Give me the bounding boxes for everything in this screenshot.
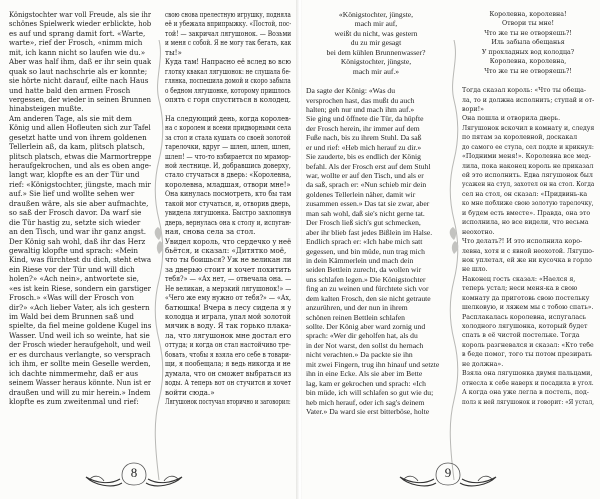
text-line: Не великан, а мерзкий лягушонок!» — [165,283,291,293]
text-line: mit zwei Fingern, trug ihn hinauf und setzte [306,359,440,369]
text-line: отнесла к себе наверх и посадила в угол. [462,379,594,387]
text-line: полз к ней лягушонок и говорит: «Я устал, [462,398,594,406]
text-line: dir?» «Ach lieber Vater, als ich gestern [9,302,150,312]
text-line: er und rief: «Heb mich herauf zu dir.» [306,142,422,152]
text-line: войти сюда.» [165,387,215,397]
german-poem [306,10,446,76]
text-line: ной лестнице. И, добравшись доверху, [165,161,291,170]
text-line: Frosch.» «Was will der Frosch von [9,293,134,303]
poem-line: bei dem kühlen Brunnenwasser? [326,47,426,57]
text-line: усажен на стул, захотел он на стол. Когда [462,181,594,189]
poem-line: Что же ты не отворяешь?! [484,67,572,75]
text-line: Tellerlein aß, da kam, plitsch platsch, [9,142,145,152]
text-line: ла, то и должна исполнить; ступай и от- [462,96,594,104]
text-line: увидела лягушонка. Быстро захлопнув [165,208,291,218]
text-line: тарелочки, вдруг — шлеп, шлеп, шлеп, [165,142,291,152]
text-line: теперь устал; неси меня-ка в свою [462,285,578,293]
text-line: шелковую, и ляжем мы с тобою спать». [462,304,594,312]
text-line: бьётся, и сказал: «Дитятко моё, [165,245,287,255]
text-line: колодца и играла, упал мой золотой [165,312,291,321]
text-line: Aber was half ihm, daß er ihr sein quak [9,57,151,67]
text-line: нок уплетал, ей же ни кусочка в горло [462,256,592,264]
text-line: mit, ich kann nicht so laufen wie du.» [9,47,146,57]
text-line: auf.» Sie lief und wollte sehen wer [9,189,135,199]
text-line: man sah wohl, daß sie's nicht gerne tat. [306,208,425,218]
text-line: «Чего же ему нужно от тебя?» — «Ах, [165,293,291,303]
right-russian-column [462,10,594,407]
text-line: da saß, sprach er: «Nun schieb mir dein [306,180,427,190]
text-line: тебя?» — «Ах нет, — отвечала она. — [165,274,291,284]
text-line: такой мог стучаться, и, отворив дверь, [165,198,291,208]
text-line: за дверью стоит и хочет похитить [165,264,291,274]
left-folio [74,459,194,491]
text-line: war, wollte er auf den Tisch, und als er [306,171,424,180]
text-line: König und allen Hofleuten sich zur Tafel [9,123,151,133]
text-line: ihn in eine Ecke. Als sie aber im Bette [306,369,423,379]
text-line: zusammen essen.» Das tat sie zwar, aber [306,199,430,209]
text-line: дверь, вернулась она к столу и, испуган- [165,217,291,227]
text-line: spielte, da fiel meine goldene Kugel ins [9,321,151,331]
text-line: er es durchaus verlangte, so versprach [9,349,151,359]
text-line: Am anderen Tage, als sie mit dem [9,113,132,123]
poem-line: Иль забыла обещанья [491,39,565,47]
text-line: ко мне поближе свою золотую тарелочку, [462,200,594,208]
text-line: es auf und sprang damit fort. «Warte, [9,28,146,38]
text-line: спать в её чистой постельке. Тогда [462,332,580,340]
text-line: Königstochter war voll Freude, als sie ihr [9,10,151,19]
text-line: Der Frosch ließ sich's gut schmecken, [306,218,421,228]
text-line: воды. А теперь вот он стучится и хочет [165,378,291,388]
text-line: halten; geh nur und mach ihm auf.» [306,104,415,114]
text-line: versprochen hast, das mußt du auch [306,95,415,105]
right-russian-text [462,86,594,407]
text-line: Kind, was fürchtest du dich, steht etwa [9,255,151,265]
text-line: gegessen, und bin müde, nun trag mich [306,246,425,256]
text-line: Наконец гость сказал: «Наелся я, [462,275,576,283]
text-line: in dein Kämmerlein und mach dein [306,255,414,265]
poem-line: Отвори ты мне! [501,20,555,28]
text-line: schönen reinen Bettlein schlafen [306,312,405,322]
text-line: die Tür hastig zu, setzte sich wieder [9,217,141,227]
text-line: anzurühren, und der nun in ihrem [306,303,408,313]
poem-line: Королевна, королевна, [489,58,567,66]
text-line: vergessen, der wieder in seinen Brunnen [9,94,151,104]
right-german-text [306,86,446,416]
text-line: её и убежала вприпрыжку. «Постой, пос- [165,19,291,29]
text-line: rief: «Königstochter, jüngste, mach mir [9,179,151,189]
text-line: sollte. Der König aber ward zornig und [306,322,426,331]
text-line: Она пошла и отворила дверь. [462,115,561,123]
text-line: der Frosch wieder heraufgeholt, und weil [9,340,151,350]
text-line: Der König sah wohl, daß ihr das Herz [9,236,146,246]
text-line: левна, хотя и с явной неохотой. Лягушо- [462,247,594,255]
poem-line: Королевна, королевна! [489,11,567,18]
text-line: ты!» [165,47,182,57]
text-line: лила, пока наконец король не приказал [462,162,594,170]
text-line: думала, что он сможет выбраться из [165,368,291,378]
text-line: seiden Bettlein zurecht, da wollen wir [306,265,422,275]
text-line: fing an zu weinen und fürchtete sich vor [306,284,429,294]
text-line: не должна». [462,360,504,368]
left-russian-column [165,10,291,406]
text-line: Fuße nach, bis zu ihrem Stuhl. Da saß [306,133,422,143]
text-line: langt war, klopfte es an der Tür und [9,170,140,180]
text-line: бовать, чтобы я взяла его себе в товари- [165,349,291,359]
text-line: Она кинулась посмотреть, кто бы там [165,189,291,199]
poem-line: mach mir auf.» [352,66,400,76]
text-line: король разгневался и сказал: «Кто тебе [462,341,594,349]
text-line: за стол и стала кушать со своей золотой [165,132,291,142]
text-line: исполнила, но все видели, что весьма [462,219,589,227]
text-line: ная, снова села за стол. [165,227,256,237]
text-line: неохотно. [462,228,495,236]
text-line: gewaltig klopfte und sprach: «Mein [9,245,138,255]
text-line: в беде помог, того ты потом презирать [462,351,592,359]
text-line: Da sagte der König: «Was du [306,86,396,96]
text-line: свою снова прелестную игрушку, подняла [165,10,291,19]
right-page [302,0,600,499]
russian-poem [462,10,594,76]
text-line: nicht verachten.» Da packte sie ihn [306,350,413,360]
text-line: Wasser. Und weil ich so weinte, hat sie [9,330,150,340]
text-line: до самого ее стула, сел подле и крикнул: [462,143,594,151]
text-line: heb mich herauf, oder ich sag's deinem [306,397,425,407]
text-line: что ты боишься? Уж не великан ли [165,255,291,265]
text-line: мячик в воду. Я так горько плака- [165,321,291,331]
text-line: bin müde, ich will schlafen so gut wie du; [306,388,434,398]
text-line: an den Tisch, und war ihr ganz angst. [9,227,146,237]
poem-line: du zu mir gesagt [350,38,402,48]
poem-line: Königstochter, jüngste, [340,57,412,67]
text-line: Взяла она лягушонка двумя пальцами, [462,370,593,378]
text-line: сел на стол, он сказал: «Придвинь-ка [462,190,588,198]
poem-line: «Königstochter, jüngste, [338,10,414,19]
text-line: sprach: «Wer dir geholfen hat, als du [306,331,418,341]
left-vine-ornament [152,40,166,480]
text-line: warte», rief der Frosch, «nimm mich [9,38,143,48]
text-line: на с королем и всеми придворными села [165,123,291,133]
text-line: der Frosch herein, ihr immer auf dem [306,123,420,133]
text-line: холодного лягушонка, который будет [462,323,588,330]
text-line: по пятам за королевной, доскакал [462,134,578,142]
text-line: щи, я пообещала; я ведь никогда и не [165,359,291,369]
poem-line: mach mir auf, [354,19,398,29]
text-line: heraufgekrochen, und als es oben ange- [9,161,151,170]
text-line: lag, kam er gekrochen und sprach: «Ich [306,378,426,388]
text-line: Тогда сказал король: «Что ты обеща- [462,87,586,95]
text-line: «Подними меня!». Королевна все мед- [462,153,591,161]
text-line: Endlich sprach er: «Ich habe mich satt [306,237,423,247]
text-line: Лягушонок постучал вторично и заговорил: [165,396,291,406]
text-line: глотку квакал лягушонок: не слушала бе- [165,66,291,76]
text-line: А когда она уже легла в постель, под- [462,389,589,397]
text-line: батюшка! Вчера в лесу сидела я у [165,302,291,312]
text-line: комнату да приготовь свою постельку [462,294,590,302]
text-line: draußen und will zu mir herein.» Indem [9,387,151,397]
text-line: оттуда; и когда он стал настойчиво тре- [165,340,291,350]
text-line: holen?» «Ach nein», antwortete sie, [9,274,139,284]
text-line: ich ihm, er sollte mein Geselle werden, [9,359,151,369]
poem-line: Что же ты не отворяешь?! [484,29,572,37]
text-line: draußen wäre, als sie aber aufmachte, [9,198,149,208]
poem-line: weißt du nicht, was gestern [334,28,418,38]
right-folio [388,459,508,491]
text-line: uns schlafen legen.» Die Königstochter [306,274,426,284]
poem-line: У прохладных вод колодца? [481,48,575,56]
text-line: «es ist kein Riese, sondern ein garstiger [9,283,151,293]
text-line: plitsch platsch, etwas die Marmortreppe [9,151,151,161]
page-number-right: 9 [444,465,452,480]
text-line: Увидел король, что сердечко у неё [165,236,291,246]
text-line: schönes Spielwerk wieder erblickte, hob [9,19,151,29]
text-line: gesetzt hatte und von ihrem goldenen [9,132,147,142]
text-line: На следующий день, когда королев- [165,113,291,123]
text-line: не шло. [462,266,488,274]
text-line: Расплакалась королевна, испугалась [462,313,587,321]
text-line: ein Riese vor der Tür und will dich [9,264,135,274]
text-line: so saß der Frosch davor. Da warf sie [9,208,142,218]
text-line: und hatte bald den armen Frosch [9,85,131,95]
text-line: aber ihr blieb fast jedes Bißlein im Halse. [306,227,433,237]
left-page [0,0,298,499]
text-line: шлеп! — что-то взбирается по мрамор- [165,151,291,161]
text-line: о бедном лягушонке, которому пришлось [165,85,291,95]
text-line: befahl. Als der Frosch erst auf dem Stuhl [306,161,431,171]
text-line: seinem Wasser heraus könnte. Nun ist er [9,378,151,388]
text-line: Sie zauderte, bis es endlich der König [306,152,421,162]
text-line [165,104,291,113]
text-line: стало стучаться в дверь: «Королевна, [165,170,291,180]
text-line: im Wald bei dem Brunnen saß und [9,312,134,321]
text-line: dem kalten Frosch, den sie nicht getraute [306,293,431,303]
text-line: глянка, поспешила домой и скоро забыла [165,76,291,86]
text-line: ла, что лягушонок мне достал его [165,330,291,340]
text-line: Что делать?! И это исполнила коро- [462,238,583,246]
text-line: Куда там! Напрасно её вслед во всю [165,57,291,67]
text-line: quak so laut nachschrie als er konnte; [9,66,148,76]
text-line: klopfte es zum zweitenmal und rief: [9,396,139,406]
text-line: вори!» [462,105,484,113]
text-line: опять с горя спуститься в колодец. [165,94,291,104]
text-line: ей это исполнить. Едва лягушонок был [462,172,593,179]
page-number-left: 8 [130,465,138,480]
text-line: той! — закричал лягушонок. — Возьми [165,28,291,38]
text-line: in der Not warst, den sollst du hernach [306,340,424,350]
text-line: ich dachte nimmermehr, daß er aus [9,368,139,378]
text-line: Sie ging und öffnete die Tür, da hüpfte [306,114,424,124]
text-line: hinabsteigen mußte. [9,104,84,114]
text-line: Лягушонок вскочил в комнату и, следуя [462,124,594,132]
text-line: goldenes Tellerlein näher, damit wir [306,189,416,199]
left-german-column [9,10,151,406]
text-line: Vater.» Da ward sie erst bitterböse, holte [306,406,430,416]
text-line: королевна, младшая, отвори мне!» [165,179,291,189]
text-line: и будем есть вместе». Правда, она это [462,209,591,217]
right-vine-ornament [447,40,461,480]
text-line: и меня с собой. Я не могу так бегать, как [165,38,291,48]
text-line: sie hörte nicht darauf, eilte nach Haus [9,76,149,86]
right-german-column [306,10,446,416]
